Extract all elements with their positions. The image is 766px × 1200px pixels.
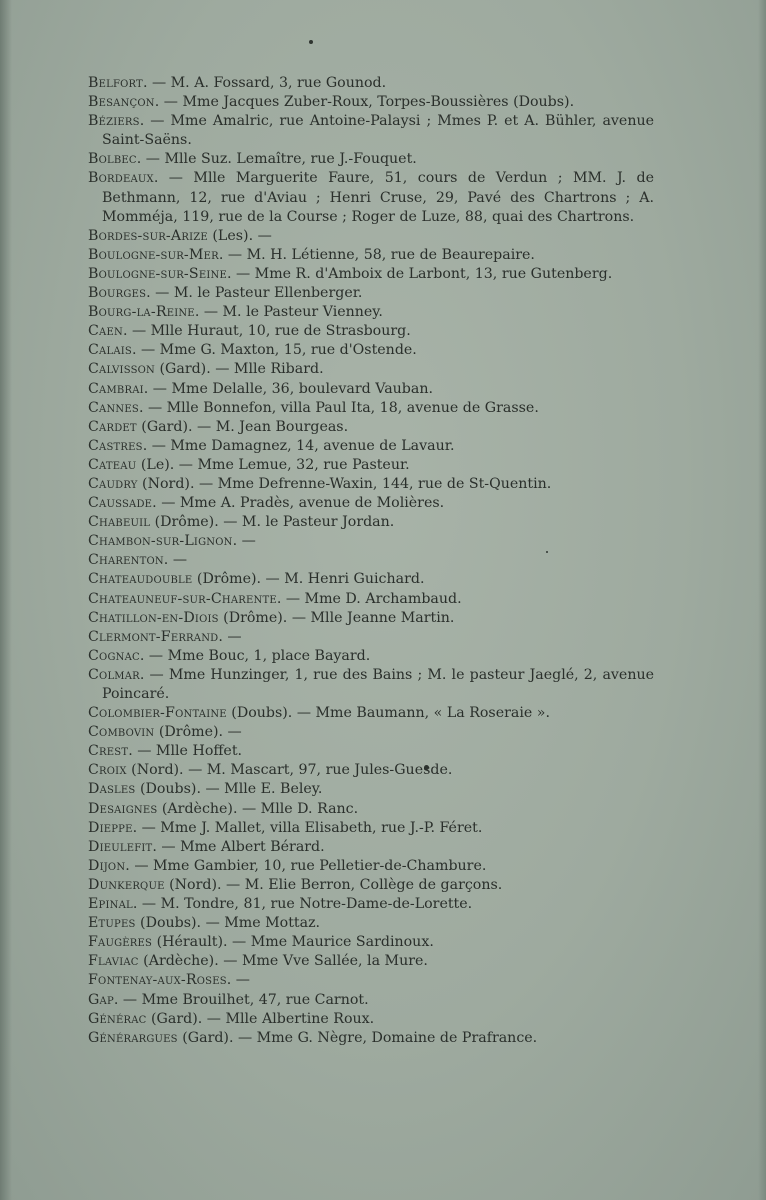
directory-entry [88, 876, 654, 895]
directory-entry [88, 551, 654, 570]
entry-place-name: Calais [88, 342, 132, 359]
directory-entry [88, 74, 654, 93]
entry-place-name: Dieppe [88, 819, 133, 836]
directory-entry [88, 780, 654, 799]
entry-contact-text: (Doubs). — Mlle E. Beley. [135, 781, 323, 798]
entry-place-name: Etupes [88, 915, 136, 932]
directory-entry [88, 456, 654, 475]
directory-entry [88, 284, 654, 303]
entry-contact-text: (Nord). — Mme Defrenne-Waxin, 144, rue de St-Quentin. [137, 475, 552, 492]
entry-contact-text: . — Mme R. d'Amboix de Larbont, 13, rue Gutenberg. [226, 265, 613, 282]
directory-entry [88, 93, 654, 112]
entry-place-name: Gap [88, 991, 114, 1008]
directory-entry [88, 437, 654, 456]
entry-place-name: Combovin [88, 724, 155, 741]
entry-place-name: Bourg-la-Reine [88, 304, 195, 321]
directory-entry [88, 112, 654, 150]
entry-place-name: Dunkerque [88, 876, 165, 893]
entry-contact-text: (Les). — [207, 227, 272, 244]
entry-contact-text: . — Mme A. Pradès, avenue de Molières. [152, 495, 445, 512]
entry-contact-text: (Ardèche). — Mme Vve Sallée, la Mure. [138, 953, 428, 970]
entry-contact-text: (Hérault). — Mme Maurice Sardinoux. [152, 934, 434, 951]
directory-entry [88, 1029, 654, 1048]
entry-place-name: Dijon [88, 857, 126, 874]
page-edge-shadow-left [0, 0, 12, 1200]
directory-entry [88, 265, 654, 284]
entry-place-name: Bourges [88, 285, 147, 302]
entry-place-name: Faugères [88, 934, 153, 951]
entry-place-name: Générargues [88, 1029, 178, 1046]
entry-contact-text: (Nord). — M. Mascart, 97, rue Jules-Guesde. [126, 762, 453, 779]
entry-contact-text: (Gard). — Mme G. Nègre, Domaine de Prafrance. [177, 1029, 538, 1046]
entry-place-name: Dieulefit [88, 838, 153, 855]
entry-place-name: Flaviac [88, 953, 139, 970]
entry-place-name: Boulogne-sur-Seine [88, 265, 227, 282]
directory-entry [88, 303, 654, 322]
directory-entry [88, 800, 654, 819]
entry-place-name: Cateau [88, 456, 137, 473]
entry-place-name: Desaignes [88, 800, 158, 817]
entry-place-name: Caussade [88, 495, 153, 512]
directory-entry [88, 380, 654, 399]
entry-place-name: Crest [88, 743, 129, 760]
entry-place-name: Caudry [88, 475, 138, 492]
entry-contact-text: (Nord). — M. Elie Berron, Collège de garçons. [164, 876, 503, 893]
entry-place-name: Béziers [88, 113, 140, 130]
entry-contact-text: . — [163, 552, 188, 569]
entry-contact-text: . — Mme G. Maxton, 15, rue d'Ostende. [131, 342, 417, 359]
address-directory-list [88, 74, 654, 1048]
entry-place-name: Cambrai [88, 380, 144, 397]
entry-place-name: Bolbec [88, 151, 137, 168]
entry-place-name: Chambon-sur-Lignon [88, 533, 233, 550]
entry-place-name: Epinal [88, 896, 133, 913]
directory-entry [88, 475, 654, 494]
directory-entry [88, 169, 654, 226]
directory-entry [88, 150, 654, 169]
entry-place-name: Caen [88, 323, 123, 340]
entry-place-name: Générac [88, 1010, 147, 1027]
entry-contact-text: . — M. A. Fossard, 3, rue Gounod. [142, 75, 387, 91]
entry-contact-text: (Le). — Mme Lemue, 32, rue Pasteur. [136, 456, 410, 473]
entry-contact-text: (Drôme). — Mlle Jeanne Martin. [218, 609, 455, 626]
directory-entry [88, 895, 654, 914]
entry-place-name: Bordes-sur-Arize [88, 227, 208, 244]
entry-place-name: Croix [88, 762, 127, 779]
entry-contact-text: . — Mme Brouilhet, 47, rue Carnot. [113, 991, 369, 1008]
directory-entry [88, 341, 654, 360]
directory-entry [88, 399, 654, 418]
entry-place-name: Bordeaux [88, 170, 154, 187]
entry-contact-text: (Drôme). — M. le Pasteur Jordan. [150, 514, 395, 531]
entry-contact-text: . — [232, 533, 256, 550]
directory-entry [88, 952, 654, 971]
entry-place-name: Charenton [88, 552, 164, 569]
directory-entry [88, 819, 654, 838]
entry-contact-text: (Drôme). — M. Henri Guichard. [192, 571, 425, 588]
entry-contact-text: . — [218, 628, 242, 645]
entry-contact-text: . — Mme Gambier, 10, rue Pelletier-de-Chambure. [125, 857, 487, 874]
directory-entry [88, 227, 654, 246]
entry-contact-text: . — Mme Bouc, 1, place Bayard. [139, 647, 371, 664]
directory-entry [88, 838, 654, 857]
ink-speck [309, 40, 313, 44]
entry-place-name: Besançon [88, 94, 155, 111]
directory-entry [88, 971, 654, 990]
entry-contact-text: . — [226, 972, 250, 989]
entry-contact-text: . — Mme Damagnez, 14, avenue de Lavaur. [142, 437, 455, 454]
entry-contact-text: . — Mme J. Mallet, villa Elisabeth, rue J.-P. Féret. [132, 819, 483, 836]
directory-entry [88, 704, 654, 723]
directory-entry [88, 647, 654, 666]
entry-contact-text: . — Mlle Suz. Lemaître, rue J.-Fouquet. [136, 151, 417, 168]
entry-contact-text: . — Mme Albert Bérard. [152, 838, 325, 855]
entry-contact-text: . — Mme Delalle, 36, boulevard Vauban. [143, 380, 433, 397]
entry-place-name: Calvisson [88, 361, 155, 378]
entry-contact-text: . — M. H. Létienne, 58, rue de Beaurepaire. [218, 246, 535, 263]
entry-place-name: Fontenay-aux-Roses [88, 972, 227, 989]
directory-entry [88, 628, 654, 647]
entry-place-name: Chateaudouble [88, 571, 193, 588]
entry-contact-text: . — Mlle Marguerite Faure, 51, cours de Verdun ; MM. J. de Bethmann, 12, rue d'Aviau ; Henri Cruse, 29, Pavé des Chartrons ; A. Momméja, 119, rue de la Course ; Roger de Luze, 88, quai des Chartrons. [102, 170, 654, 225]
directory-entry [88, 857, 654, 876]
entry-place-name: Chabeuil [88, 514, 151, 531]
entry-contact-text: (Doubs). — Mme Mottaz. [135, 915, 321, 932]
entry-place-name: Castres [88, 437, 143, 454]
entry-contact-text: . — M. Tondre, 81, rue Notre-Dame-de-Lorette. [132, 896, 473, 913]
directory-entry [88, 322, 654, 341]
entry-place-name: Dasles [88, 781, 136, 798]
entry-place-name: Chatillon-en-Diois [88, 609, 219, 626]
entry-place-name: Cardet [88, 418, 137, 435]
directory-entry [88, 933, 654, 952]
entry-contact-text: (Ardèche). — Mlle D. Ranc. [157, 800, 359, 817]
entry-place-name: Colmar [88, 666, 140, 683]
entry-contact-text: . — Mlle Hoffet. [128, 743, 243, 760]
entry-place-name: Clermont-Ferrand [88, 628, 219, 645]
directory-entry [88, 513, 654, 532]
directory-entry [88, 742, 654, 761]
entry-place-name: Belfort [88, 75, 143, 91]
entry-contact-text: . — Mlle Bonnefon, villa Paul Ita, 18, avenue de Grasse. [138, 399, 539, 416]
entry-contact-text: (Drôme). — [154, 724, 242, 741]
entry-place-name: Boulogne-sur-Mer [88, 246, 219, 263]
entry-place-name: Chateauneuf-sur-Charente [88, 590, 277, 607]
directory-entry [88, 1010, 654, 1029]
entry-contact-text: (Gard). — Mlle Ribard. [154, 361, 324, 378]
entry-place-name: Cannes [88, 399, 139, 416]
directory-entry [88, 418, 654, 437]
page-edge-shadow-right [758, 0, 766, 1200]
directory-entry [88, 991, 654, 1010]
directory-entry [88, 360, 654, 379]
entry-contact-text: (Doubs). — Mme Baumann, « La Roseraie ». [226, 705, 550, 722]
entry-contact-text: . — Mme Jacques Zuber-Roux, Torpes-Boussières (Doubs). [154, 94, 575, 111]
entry-contact-text: . — Mlle Huraut, 10, rue de Strasbourg. [122, 323, 411, 340]
entry-place-name: Colombier-Fontaine [88, 705, 227, 722]
entry-contact-text: . — M. le Pasteur Ellenberger. [146, 285, 363, 302]
directory-entry [88, 494, 654, 513]
directory-entry [88, 761, 654, 780]
entry-contact-text: . — M. le Pasteur Vienney. [194, 304, 383, 321]
directory-entry [88, 590, 654, 609]
entry-contact-text: . — Mme Hunzinger, 1, rue des Bains ; M. le pasteur Jaeglé, 2, avenue Poincaré. [102, 666, 654, 702]
entry-contact-text: (Gard). — M. Jean Bourgeas. [136, 418, 349, 435]
entry-place-name: Cognac [88, 647, 140, 664]
entry-contact-text: (Gard). — Mlle Albertine Roux. [146, 1010, 375, 1027]
entry-contact-text: . — Mme D. Archambaud. [276, 590, 462, 607]
directory-entry [88, 666, 654, 704]
directory-entry [88, 609, 654, 628]
directory-entry [88, 723, 654, 742]
directory-entry [88, 914, 654, 933]
directory-entry [88, 532, 654, 551]
directory-entry [88, 246, 654, 265]
directory-entry [88, 570, 654, 589]
entry-contact-text: . — Mme Amalric, rue Antoine-Palaysi ; Mmes P. et A. Bühler, avenue Saint-Saëns. [102, 113, 654, 149]
